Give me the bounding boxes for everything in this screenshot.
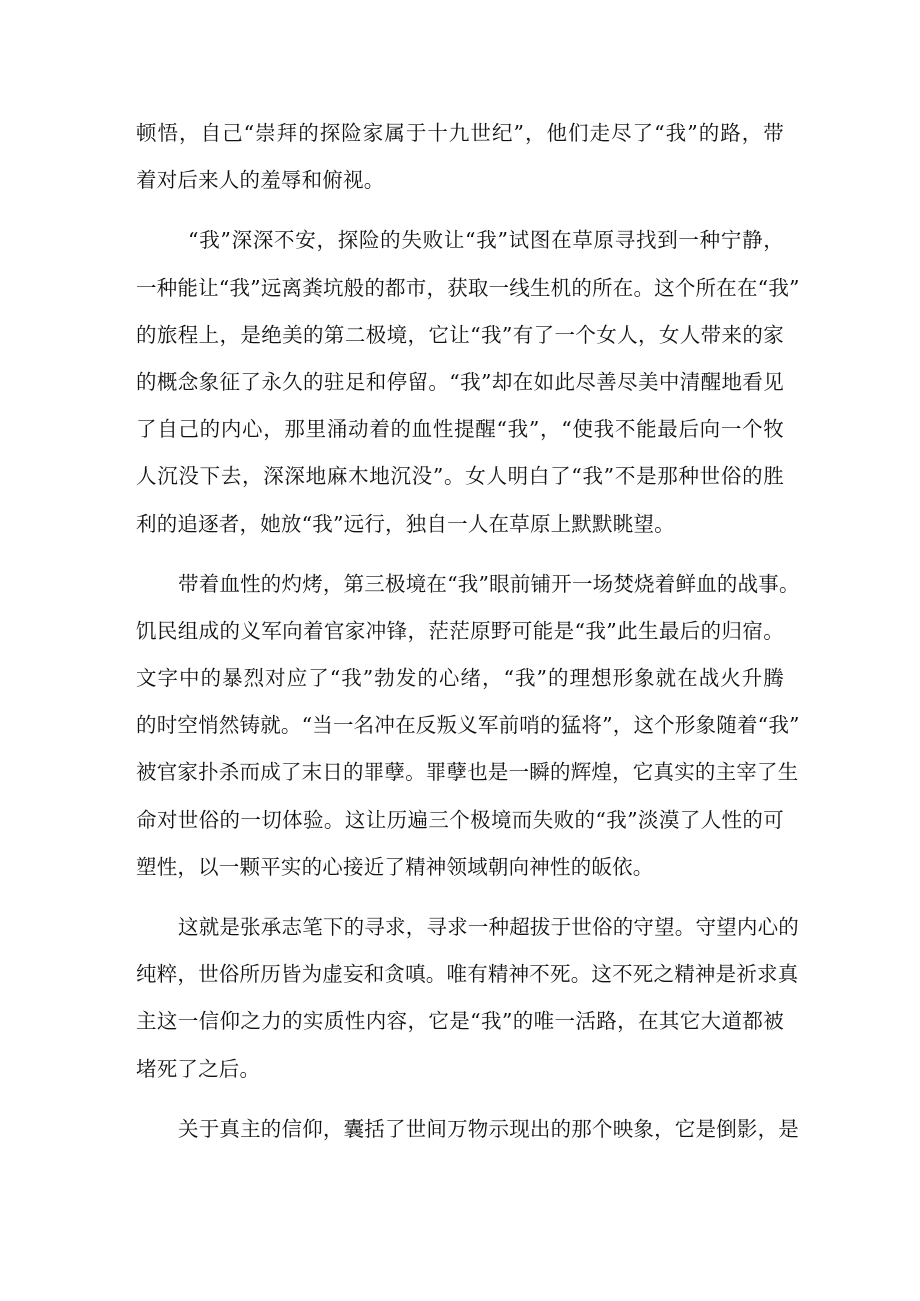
text-line: 一种能让“我”远离粪坑般的都市，获取一线生机的所在。这个所在在“我” [136,275,800,300]
text-line: 命对世俗的一切体验。这让历遍三个极境而失败的“我”淡漠了人性的可 [136,807,784,832]
paragraph-2 [136,217,800,547]
paragraph-gap [136,548,784,561]
text-line: 利的追逐者，她放“我”远行，独自一人在草原上默默眺望。 [136,511,675,536]
paragraph-5 [136,1106,799,1153]
text-line: 顿悟，自己“崇拜的探险家属于十九世纪”，他们走尽了“我”的路，带 [136,121,784,145]
text-line: 人沉没下去，深深地麻木地沉没”。女人明白了“我”不是那种世俗的胜 [136,464,784,489]
text-line: 堵死了之后。 [136,1056,261,1081]
document-body [136,110,800,1153]
text-line: 主这一信仰之力的实质性内容，它是“我”的唯一活路，在其它大道都被 [136,1009,784,1034]
text-line: 带着血性的灼烤，第三极境在“我”眼前铺开一场焚烧着鲜血的战事。 [178,571,800,596]
text-line: 的时空悄然铸就。“当一名冲在反叛义军前哨的猛将”，这个形象随着“我” [136,713,800,738]
text-line: 饥民组成的义军向着官家冲锋，茫茫原野可能是“我”此生最后的归宿。 [136,618,784,643]
text-line: 关于真主的信仰，囊括了世间万物示现出的那个映象，它是倒影，是 [178,1116,799,1141]
paragraph-1 [136,110,784,204]
text-line: 的旅程上，是绝美的第二极境，它让“我”有了一个女人，女人带来的家 [136,322,784,347]
paragraph-gap [136,204,784,217]
text-line: “我”深深不安，探险的失败让“我”试图在草原寻找到一种宁静， [188,228,784,253]
text-line: 被官家扑杀而成了末日的罪孽。罪孽也是一瞬的辉煌，它真实的主宰了生 [136,760,799,785]
paragraph-gap [136,891,784,904]
text-line: 塑性，以一颗平实的心接近了精神领域朝向神性的皈依。 [136,854,654,879]
text-line: 着对后来人的羞辱和俯视。 [136,168,385,193]
text-line: 这就是张承志笔下的寻求，寻求一种超拔于世俗的守望。守望内心的 [178,915,799,939]
paragraph-4 [136,904,799,1093]
paragraph-3 [136,561,800,891]
text-line: 的概念象征了永久的驻足和停留。“我”却在如此尽善尽美中清醒地看见 [136,369,784,394]
text-line: 了自己的内心，那里涌动着的血性提醒“我”，“使我不能最后向一个牧 [136,417,784,442]
paragraph-gap [136,1093,784,1106]
text-line: 文字中的暴烈对应了“我”勃发的心绪，“我”的理想形象就在战火升腾 [136,666,784,691]
text-line: 纯粹，世俗所历皆为虚妄和贪嗔。唯有精神不死。这不死之精神是祈求真 [136,962,799,987]
